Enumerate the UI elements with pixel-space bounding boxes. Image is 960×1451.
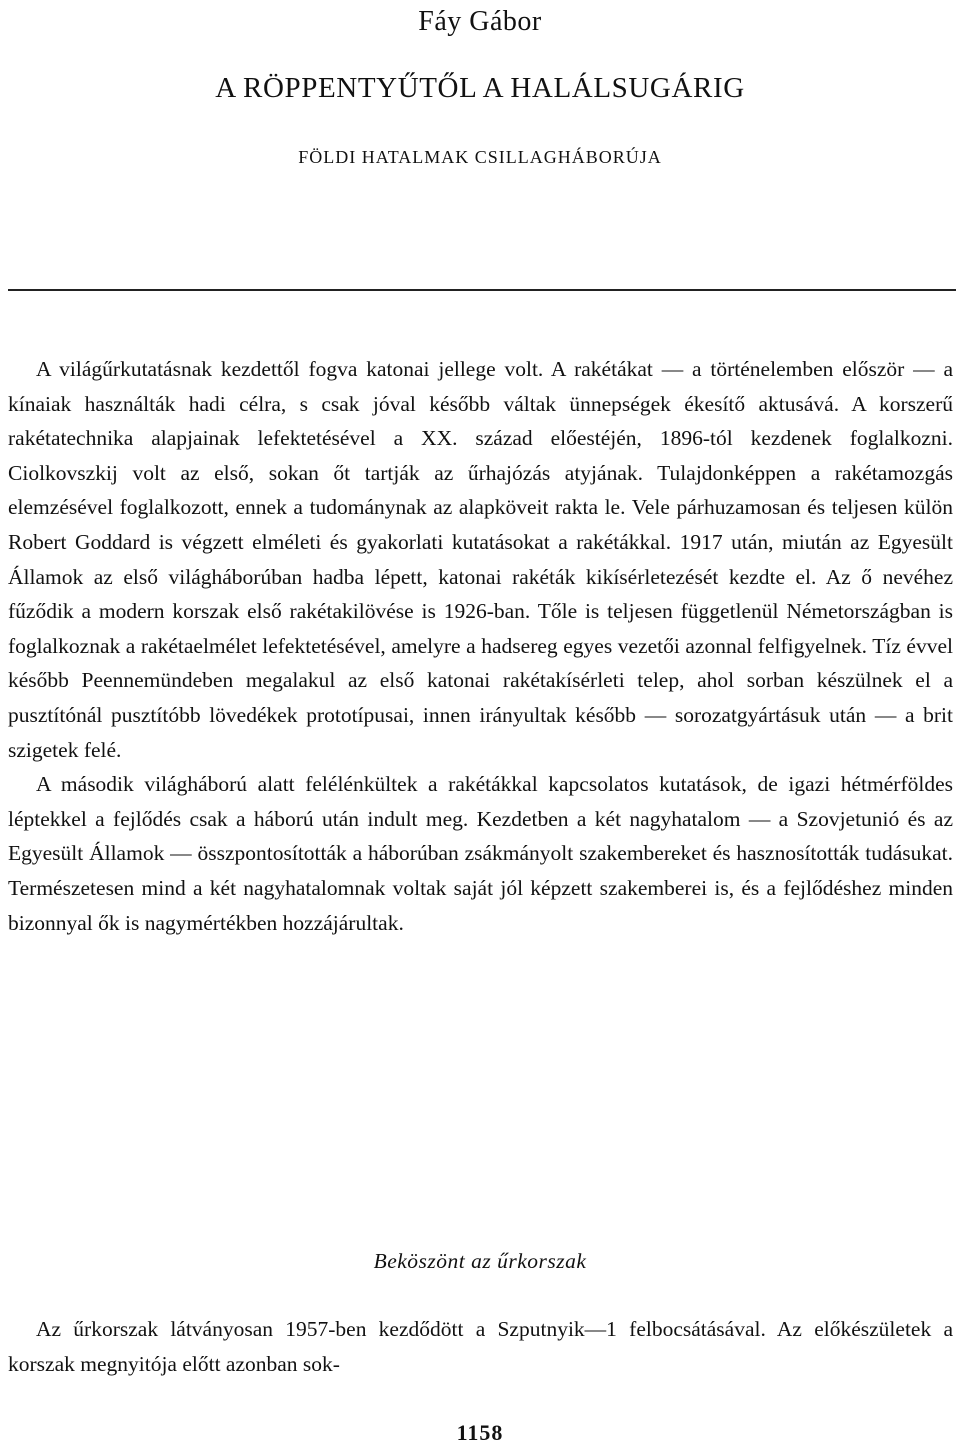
section-body — [8, 1312, 953, 1381]
author-name: Fáy Gábor — [418, 6, 542, 37]
section-heading: Beköszönt az űrkorszak — [373, 1249, 587, 1273]
article-title: A RÖPPENTYŰTŐL A HALÁLSUGÁRIG — [215, 72, 745, 104]
article-body — [8, 352, 953, 940]
body-paragraph: A világűrkutatásnak kezdettől fogva katonai jellege volt. A rakétákat — a történelemben először — a kínaiak használták hadi célra, s csak jóval később váltak ünnepségek ékesítő aktusává. A korszerű rakétatechnika alapjainak lefektetésével a XX. század előestéjén, 1896-tól kezdenek foglalkozni. Ciolkovszkij volt az első, sokan őt tartják az űrhajózás atyjának. Tulajdonképpen a rakétamozgás elemzésével foglalkozott, ennek a tudománynak az alapköveit rakta le. Vele párhuzamosan és teljesen külön Robert Goddard is végzett elméleti és gyakorlati kutatásokat a rakétákkal. 1917 után, miután az Egyesült Államok az első világháborúban hadba lépett, katonai rakéták kikísérletezését kezdte el. Az ő nevéhez fűződik a modern korszak első rakétakilövése is 1926-ban. Tőle is teljesen függetlenül Németországban is foglalkoznak a rakétaelmélet lefektetésével, amelyre a hadsereg egyes vezetői azonnal felfigyelnek. Tíz évvel később Peennemündeben megalakul az első katonai rakétakísérleti telep, ahol sorban készülnek el a pusztítónál pusztítóbb lövedékek prototípusai, innen irányultak később — sorozatgyártásuk után — a brit szigetek felé. — [8, 357, 953, 762]
page-number: 1158 — [456, 1420, 504, 1445]
body-paragraph: A második világháború alatt felélénkültek a rakétákkal kapcsolatos kutatások, de igazi hétmérföldes léptekkel a fejlődés csak a háború után indult meg. Kezdetben a két nagyhatalom — a Szovjetunió és az Egyesült Államok — összpontosították a háborúban zsákmányolt szakembereket és hasznosították tudásukat. Természetesen mind a két nagyhatalomnak voltak saját jól képzett szakemberei is, és a fejlődéshez minden bizonnyal ők is nagymértékben hozzájárultak. — [8, 772, 953, 935]
article-subtitle: FÖLDI HATALMAK CSILLAGHÁBORÚJA — [298, 147, 662, 167]
body-paragraph: Az űrkorszak látványosan 1957-ben kezdődött a Szputnyik—1 felbocsátásával. Az előkészületek a korszak megnyitója előtt azonban sok- — [8, 1317, 953, 1376]
horizontal-divider — [8, 289, 956, 291]
